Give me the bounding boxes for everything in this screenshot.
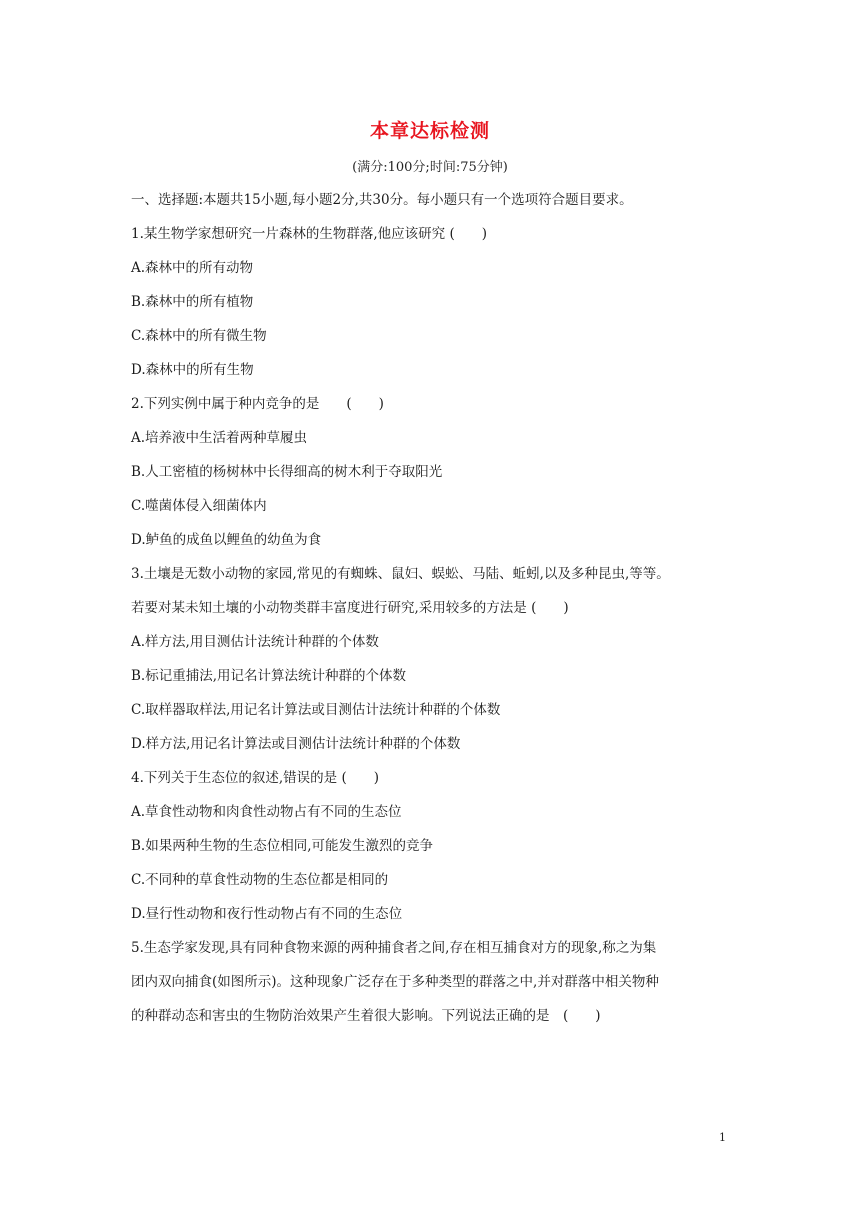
question-section xyxy=(131,189,731,1039)
question-4-option-d: D.昼行性动物和夜行性动物占有不同的生态位 xyxy=(131,906,403,922)
question-5-stem-line-2: 团内双向捕食(如图所示)。这种现象广泛存在于多种类型的群落之中,并对群落中相关物种 xyxy=(131,974,659,990)
section-heading: 一、选择题:本题共15小题,每小题2分,共30分。每小题只有一个选项符合题目要求。 xyxy=(131,192,633,208)
question-2-option-c: C.噬菌体侵入细菌体内 xyxy=(131,498,267,514)
question-4-option-b: B.如果两种生物的生态位相同,可能发生激烈的竞争 xyxy=(131,838,434,854)
question-3-stem-line-1: 3.土壤是无数小动物的家园,常见的有蜘蛛、鼠妇、蜈蚣、马陆、蚯蚓,以及多种昆虫,等等。 xyxy=(131,566,670,582)
question-3-option-c: C.取样器取样法,用记名计算法或目测估计法统计种群的个体数 xyxy=(131,702,501,718)
question-1-stem: 1.某生物学家想研究一片森林的生物群落,他应该研究 ( ) xyxy=(131,226,487,242)
question-4-stem: 4.下列关于生态位的叙述,错误的是 ( ) xyxy=(131,770,379,786)
question-1-option-d: D.森林中的所有生物 xyxy=(131,362,254,378)
question-1-option-c: C.森林中的所有微生物 xyxy=(131,328,267,344)
question-2-option-d: D.鲈鱼的成鱼以鲤鱼的幼鱼为食 xyxy=(131,532,322,548)
question-2-option-b: B.人工密植的杨树林中长得细高的树木利于夺取阳光 xyxy=(131,464,443,480)
question-3-option-a: A.样方法,用目测估计法统计种群的个体数 xyxy=(131,634,379,650)
question-1-option-a: A.森林中的所有动物 xyxy=(131,260,254,276)
question-2-stem: 2.下列实例中属于种内竞争的是 ( ) xyxy=(131,396,384,412)
document-title: 本章达标检测 xyxy=(369,120,490,142)
exam-info: (满分:100分;时间:75分钟) xyxy=(352,160,508,175)
question-5-stem-line-3: 的种群动态和害虫的生物防治效果产生着很大影响。下列说法正确的是 ( ) xyxy=(131,1008,601,1024)
question-4-option-c: C.不同种的草食性动物的生态位都是相同的 xyxy=(131,872,389,888)
question-1-option-b: B.森林中的所有植物 xyxy=(131,294,254,310)
question-3-stem-line-2: 若要对某未知土壤的小动物类群丰富度进行研究,采用较多的方法是 ( ) xyxy=(131,600,569,616)
question-2-option-a: A.培养液中生活着两种草履虫 xyxy=(131,430,308,446)
question-4-option-a: A.草食性动物和肉食性动物占有不同的生态位 xyxy=(131,804,402,820)
question-3-option-b: B.标记重捕法,用记名计算法统计种群的个体数 xyxy=(131,668,407,684)
question-5-stem-line-1: 5.生态学家发现,具有同种食物来源的两种捕食者之间,存在相互捕食对方的现象,称之为集 xyxy=(131,940,657,956)
question-3-option-d: D.样方法,用记名计算法或目测估计法统计种群的个体数 xyxy=(131,736,461,752)
page-number: 1 xyxy=(719,1131,726,1144)
